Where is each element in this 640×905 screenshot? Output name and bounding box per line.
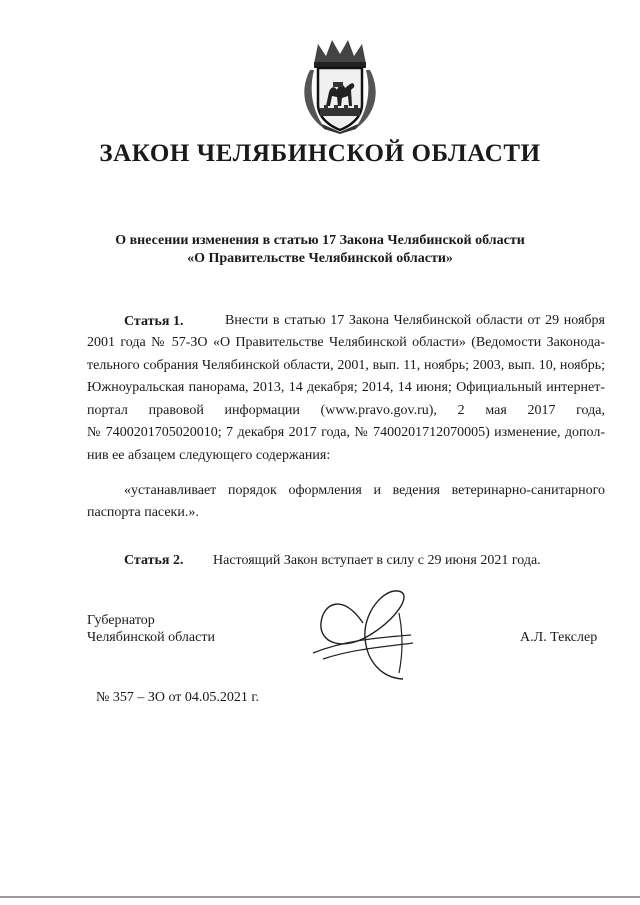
document-subtitle	[0, 232, 640, 268]
subtitle-line: «О Правительстве Челябинской области»	[187, 251, 453, 266]
text-line: нив ее абзацем следующего содержания:	[87, 447, 331, 463]
text-line: тельного собрания Челябинской области, 2001, вып. 11, ноябрь; 2003, вып. 10, ноябрь;	[87, 357, 605, 373]
text-line: «устанавливает порядок оформления и ведения ветеринарно-санитарного	[124, 483, 605, 498]
text-line: Внести в статью 17 Закона Челябинской области от 29 ноября	[225, 313, 605, 328]
article-2-text: Настоящий Закон вступает в силу с 29 июня 2021 года.	[213, 553, 541, 568]
article-1-quote-rest	[87, 502, 605, 525]
handwritten-signature-icon	[303, 583, 425, 683]
text-line: № 7400201705020010; 7 декабря 2017 года, № 7400201712070005) изменение, допол-	[87, 425, 605, 441]
article-1-body	[87, 332, 605, 468]
text-line: Южноуральская панорама, 2013, 14 декабря; 2014, 14 июня; Официальный интернет-	[87, 380, 605, 396]
article-2-label: Статья 2.	[124, 553, 184, 568]
article-1-label: Статья 1.	[124, 314, 184, 329]
subtitle-line: О внесении изменения в статью 17 Закона Челябинской области	[115, 233, 525, 248]
position-line: Губернатор	[87, 613, 155, 628]
document-title: ЗАКОН ЧЕЛЯБИНСКОЙ ОБЛАСТИ	[99, 140, 541, 167]
registration-number: № 357 – ЗО от 04.05.2021 г.	[96, 690, 260, 705]
text-line: паспорта пасеки.».	[87, 505, 199, 520]
article-1-quote-first	[124, 480, 605, 503]
coat-of-arms-icon	[296, 34, 384, 134]
text-line: портал правовой информации (www.pravo.gov.ru), 2 мая 2017 года,	[87, 402, 605, 418]
signatory-name: А.Л. Текслер	[520, 630, 598, 645]
article-1-first-line	[225, 310, 605, 333]
page-bottom-divider	[0, 896, 640, 898]
signatory-position	[87, 612, 215, 646]
position-line: Челябинской области	[87, 630, 215, 645]
text-line: 2001 года № 57-ЗО «О Правительстве Челябинской области» (Ведомости Законода-	[87, 335, 605, 350]
